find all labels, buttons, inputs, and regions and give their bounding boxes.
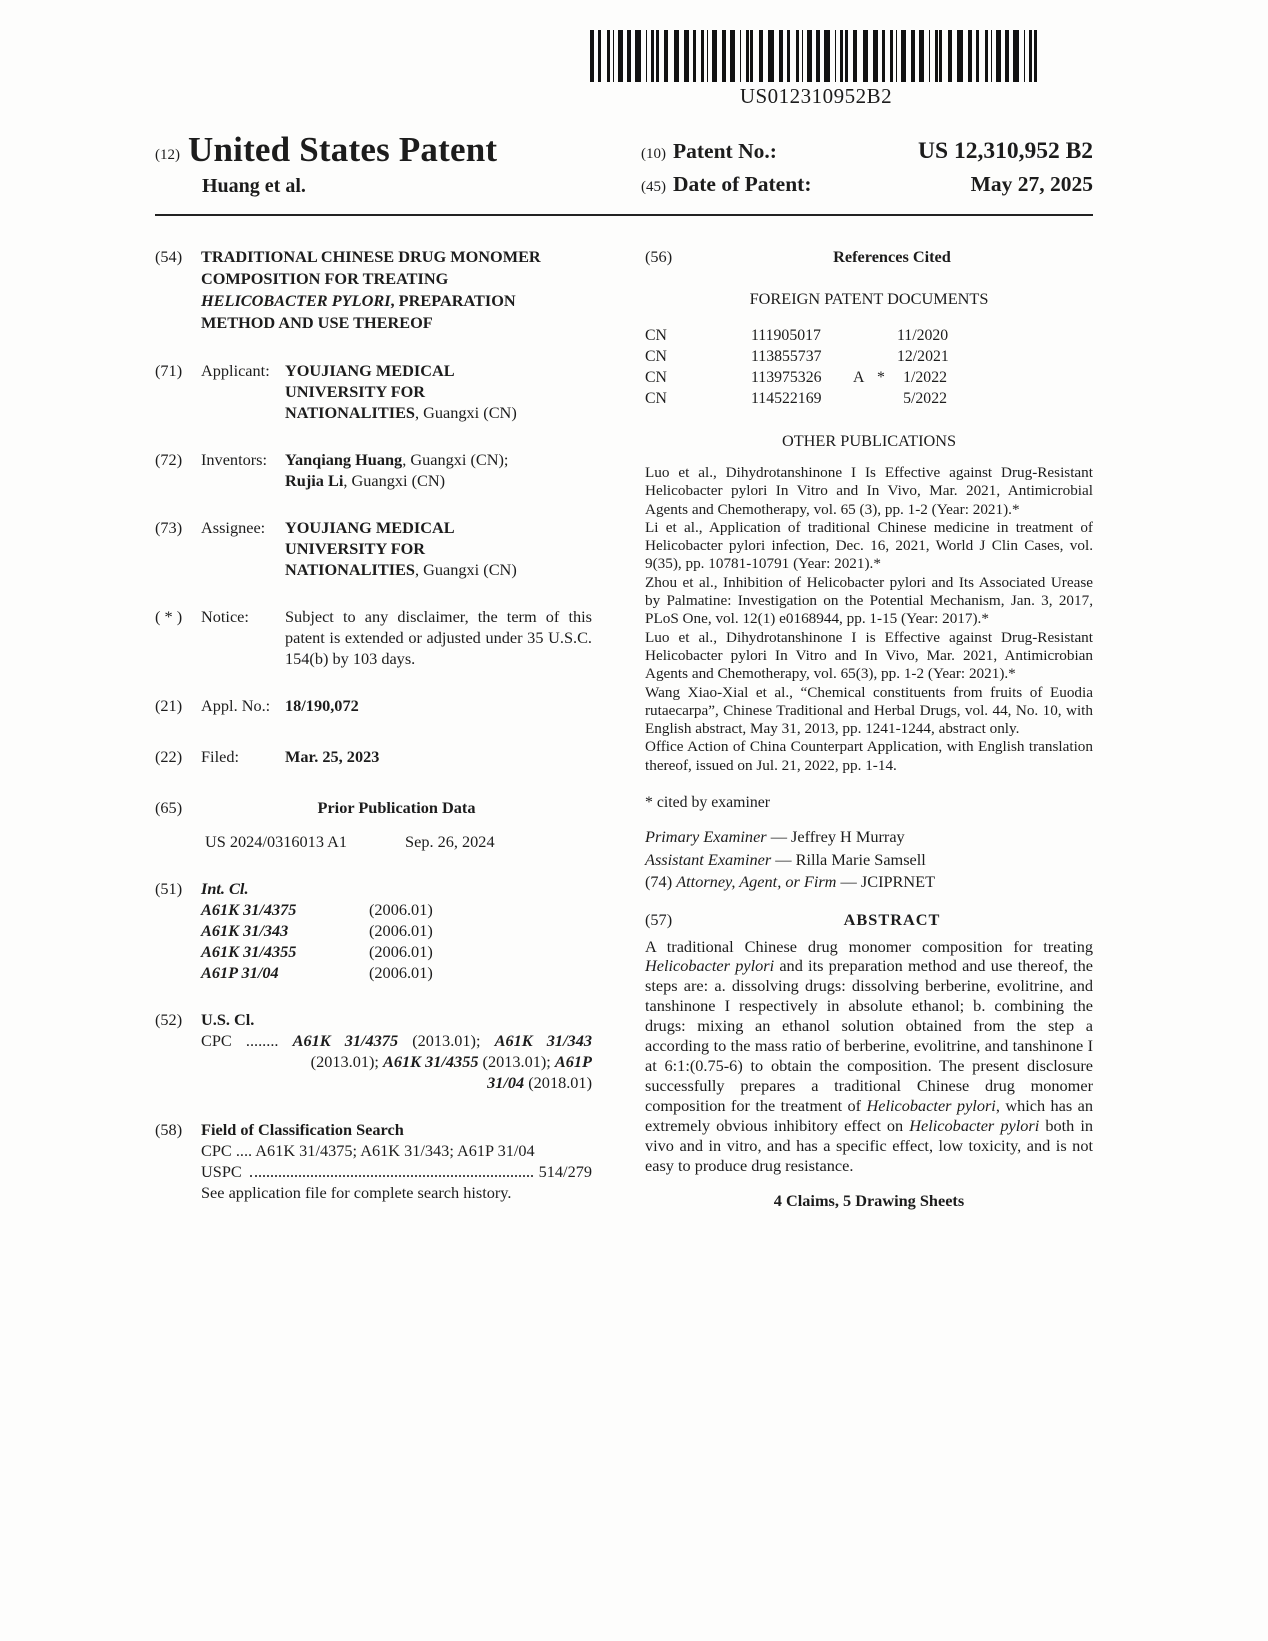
section-number: (21)	[155, 696, 183, 715]
section-number: (73)	[155, 518, 183, 537]
abstract-section-head	[645, 909, 1093, 930]
uspc-label: USPC	[201, 1162, 242, 1181]
applicant-section	[155, 360, 592, 423]
assignee-section	[155, 517, 592, 580]
classification-code: A61P 31/04	[201, 963, 279, 982]
document-date: 1/2022	[903, 369, 947, 386]
patent-date-value: May 27, 2025	[970, 172, 1093, 196]
kind-code	[853, 346, 877, 367]
examiner-star	[877, 388, 897, 409]
other-publications-list	[645, 464, 1093, 775]
assistant-examiner-line: Assistant Examiner — Rilla Marie Samsell	[645, 849, 926, 869]
header-divider	[155, 214, 1093, 216]
header-right	[641, 132, 1093, 202]
field-of-search-section	[155, 1119, 592, 1203]
primary-examiner-line: Primary Examiner — Jeffrey H Murray	[645, 827, 905, 847]
examiners-block	[645, 826, 1093, 894]
section-number: (72)	[155, 450, 183, 469]
classification-version: (2006.01)	[369, 900, 433, 919]
filed-value: Mar. 25, 2023	[285, 747, 380, 766]
assignee-label: Assignee:	[201, 518, 266, 537]
int-cl-row	[201, 941, 592, 962]
kind-code	[853, 388, 877, 409]
classification-code: A61K 31/343	[201, 921, 289, 940]
applicant-value: YOUJIANG MEDICAL UNIVERSITY FOR NATIONALITIES, Guangxi (CN)	[285, 361, 517, 422]
uspc-value: 514/279	[538, 1162, 592, 1181]
section-number: (71)	[155, 361, 183, 380]
barcode-bars-icon	[590, 30, 1042, 82]
publication-item: Zhou et al., Inhibition of Helicobacter pylori and Its Associated Urease by Palmatine: Investigation on the Potential Mechanism, Jan. 3, 2017, PLoS One, vol. 12(1) e0168944, pp. 1-15 (Year: 2017).*	[645, 573, 1093, 628]
other-publications-heading: OTHER PUBLICATIONS	[781, 431, 957, 450]
prior-publication-date: Sep. 26, 2024	[405, 832, 495, 851]
int-cl-row	[201, 899, 592, 920]
field-of-search-cpc: CPC .... A61K 31/4375; A61K 31/343; A61P 31/04	[201, 1141, 535, 1160]
patent-number-row	[641, 136, 1093, 169]
field-of-search-note: See application file for complete search history.	[201, 1183, 512, 1202]
document-date: 5/2022	[903, 390, 947, 407]
application-number-value: 18/190,072	[285, 696, 359, 715]
publication-item: Luo et al., Dihydrotanshinone I is Effective against Drug-Resistant Helicobacter pylori In Vitro and In Vivo, Mar. 2021, Antimicrobian Agents and Chemotherapy, vol. 65(3), pp. 1-2 (Year: 2021).*	[645, 628, 1093, 683]
classification-version: (2006.01)	[369, 921, 433, 940]
references-cited-heading: References Cited	[833, 247, 951, 266]
patent-number-value: US 12,310,952 B2	[918, 138, 1093, 164]
kind-code: A	[853, 369, 865, 386]
document-date: 12/2021	[897, 348, 949, 365]
barcode	[590, 30, 1042, 109]
kind-code	[853, 325, 877, 346]
left-column	[155, 246, 592, 1229]
assignee-value: YOUJIANG MEDICAL UNIVERSITY FOR NATIONALITIES, Guangxi (CN)	[285, 518, 517, 579]
document-date: 11/2020	[897, 327, 949, 344]
section-number: (22)	[155, 747, 183, 766]
attorney-line: (74) Attorney, Agent, or Firm — JCIPRNET	[645, 872, 936, 892]
section-number: (54)	[155, 247, 183, 266]
country-code: CN	[645, 390, 667, 407]
abstract-heading: ABSTRACT	[843, 909, 941, 929]
section-number: ( * )	[155, 607, 183, 626]
document-type-line	[155, 132, 497, 167]
cpc-line: (2013.01); A61K 31/4355 (2013.01); A61P	[310, 1052, 592, 1071]
foreign-patent-row	[645, 346, 1093, 367]
cited-by-examiner-note: * cited by examiner	[645, 794, 771, 812]
int-cl-row	[201, 920, 592, 941]
country-code: CN	[645, 348, 667, 365]
notice-label: Notice:	[201, 607, 249, 626]
patent-date-label: Date of Patent:	[673, 172, 812, 196]
patent-number-code: (10)	[641, 146, 666, 162]
prior-publication-section	[155, 797, 592, 852]
patent-number-label: Patent No.:	[673, 139, 777, 163]
claims-drawing-sheets-line: 4 Claims, 5 Drawing Sheets	[773, 1191, 965, 1211]
references-cited-section	[645, 246, 1093, 267]
examiner-star	[877, 346, 897, 367]
document-number: 111905017	[751, 327, 821, 344]
examiner-star: *	[877, 369, 885, 386]
application-number-label: Appl. No.:	[201, 696, 271, 715]
publication-item: Office Action of China Counterpart Application, with English translation thereof, issued on Jul. 21, 2022, pp. 1-14.	[645, 738, 1093, 774]
int-cl-section	[155, 878, 592, 983]
section-number: (51)	[155, 879, 183, 898]
us-cl-heading: U.S. Cl.	[201, 1010, 255, 1029]
inventor-party-line: Huang et al.	[202, 175, 306, 197]
dot-leader	[250, 1175, 533, 1177]
publication-item: Luo et al., Dihydrotanshinone I Is Effective against Drug-Resistant Helicobacter pylori In Vitro and In Vivo, Mar. 2021, Antimicrobial Agents and Chemotherapy, vol. 65 (3), pp. 1-2 (Year: 2021).*	[645, 464, 1093, 518]
int-cl-row	[201, 962, 592, 983]
cpc-line: CPC ........ A61K 31/4375 (2013.01); A61K 31/343	[201, 1031, 592, 1050]
body-columns	[155, 246, 1268, 1229]
inventors-label: Inventors:	[201, 450, 268, 469]
us-cl-section	[155, 1009, 592, 1093]
int-cl-heading: Int. Cl.	[201, 879, 249, 898]
foreign-patent-documents-heading: FOREIGN PATENT DOCUMENTS	[749, 289, 989, 308]
notice-section	[155, 606, 592, 669]
barcode-text: US012310952B2	[739, 84, 893, 108]
country-code: CN	[645, 327, 667, 344]
title-section	[155, 246, 592, 334]
prior-publication-number: US 2024/0316013 A1	[205, 832, 348, 851]
foreign-patent-table	[645, 325, 1093, 409]
patent-date-row	[641, 169, 1093, 202]
foreign-patent-row	[645, 367, 1093, 388]
header-left	[155, 132, 497, 202]
applicant-label: Applicant:	[201, 361, 270, 380]
uspc-row	[201, 1161, 592, 1182]
kind-code-number: (12)	[155, 147, 180, 163]
inventors-section	[155, 449, 592, 491]
abstract-text: A traditional Chinese drug monomer composition for treating Helicobacter pylori and its preparation method and use thereof, the steps are: a. dissolving drugs: dissolving berberine, evolitrine, and tanshinone I respectively in absolute ethanol; b. combining the drugs: mixing an ethanol solution obtained from the step a according to the mass ratio of berberine, evolitrine, and tanshinone I at 6:1:(0.75-6) to obtain the composition. The present disclosure successfully prepares a traditional Chinese drug monomer composition for the treatment of Helicobacter pylori, which has an extremely obvious inhibitory effect on Helicobacter pylori both in vivo and in vitro, and has a specific effect, low toxicity, and is not easy to produce drug resistance.	[645, 936, 1094, 1175]
section-number: (65)	[155, 798, 183, 817]
application-number-section	[155, 695, 592, 716]
publication-item: Wang Xiao-Xial et al., “Chemical constituents from fruits of Euodia rutaecarpa”, Chinese Traditional and Herbal Drugs, vol. 44, No. 10, with English abstract, May 31, 2013, pp. 1241-1244, abstract only.	[645, 683, 1093, 738]
patent-title: TRADITIONAL CHINESE DRUG MONOMER COMPOSITION FOR TREATING HELICOBACTER PYLORI, PREPARATION METHOD AND USE THEREOF	[201, 247, 541, 332]
classification-version: (2006.01)	[369, 963, 433, 982]
document-number: 114522169	[751, 390, 822, 407]
inventors-value: Yanqiang Huang, Guangxi (CN); Rujia Li, Guangxi (CN)	[285, 450, 509, 490]
prior-publication-heading: Prior Publication Data	[317, 798, 476, 817]
section-number: (57)	[645, 909, 673, 929]
notice-text: Subject to any disclaimer, the term of this patent is extended or adjusted under 35 U.S.C. 154(b) by 103 days.	[285, 607, 592, 668]
filed-label: Filed:	[201, 747, 239, 766]
publication-item: Li et al., Application of traditional Chinese medicine in treatment of Helicobacter pylori infection, Dec. 16, 2021, World J Clin Cases, vol. 9(35), pp. 10781-10791 (Year: 2021).*	[645, 518, 1093, 573]
field-of-search-heading: Field of Classification Search	[201, 1120, 404, 1139]
section-number: (52)	[155, 1010, 183, 1029]
document-number: 113855737	[751, 348, 822, 365]
cpc-line: 31/04 (2018.01)	[487, 1073, 592, 1092]
patent-date-code: (45)	[641, 179, 666, 195]
filed-date-section	[155, 746, 592, 767]
foreign-patent-row	[645, 325, 1093, 346]
right-column	[645, 246, 1093, 1229]
examiner-star	[877, 325, 897, 346]
foreign-patent-row	[645, 388, 1093, 409]
section-number: (56)	[645, 247, 673, 266]
classification-code: A61K 31/4375	[201, 900, 297, 919]
classification-version: (2006.01)	[369, 942, 433, 961]
country-code: CN	[645, 369, 667, 386]
document-type-title: United States Patent	[188, 130, 498, 169]
section-number: (58)	[155, 1120, 183, 1139]
document-number: 113975326	[751, 369, 822, 386]
classification-code: A61K 31/4355	[201, 942, 297, 961]
